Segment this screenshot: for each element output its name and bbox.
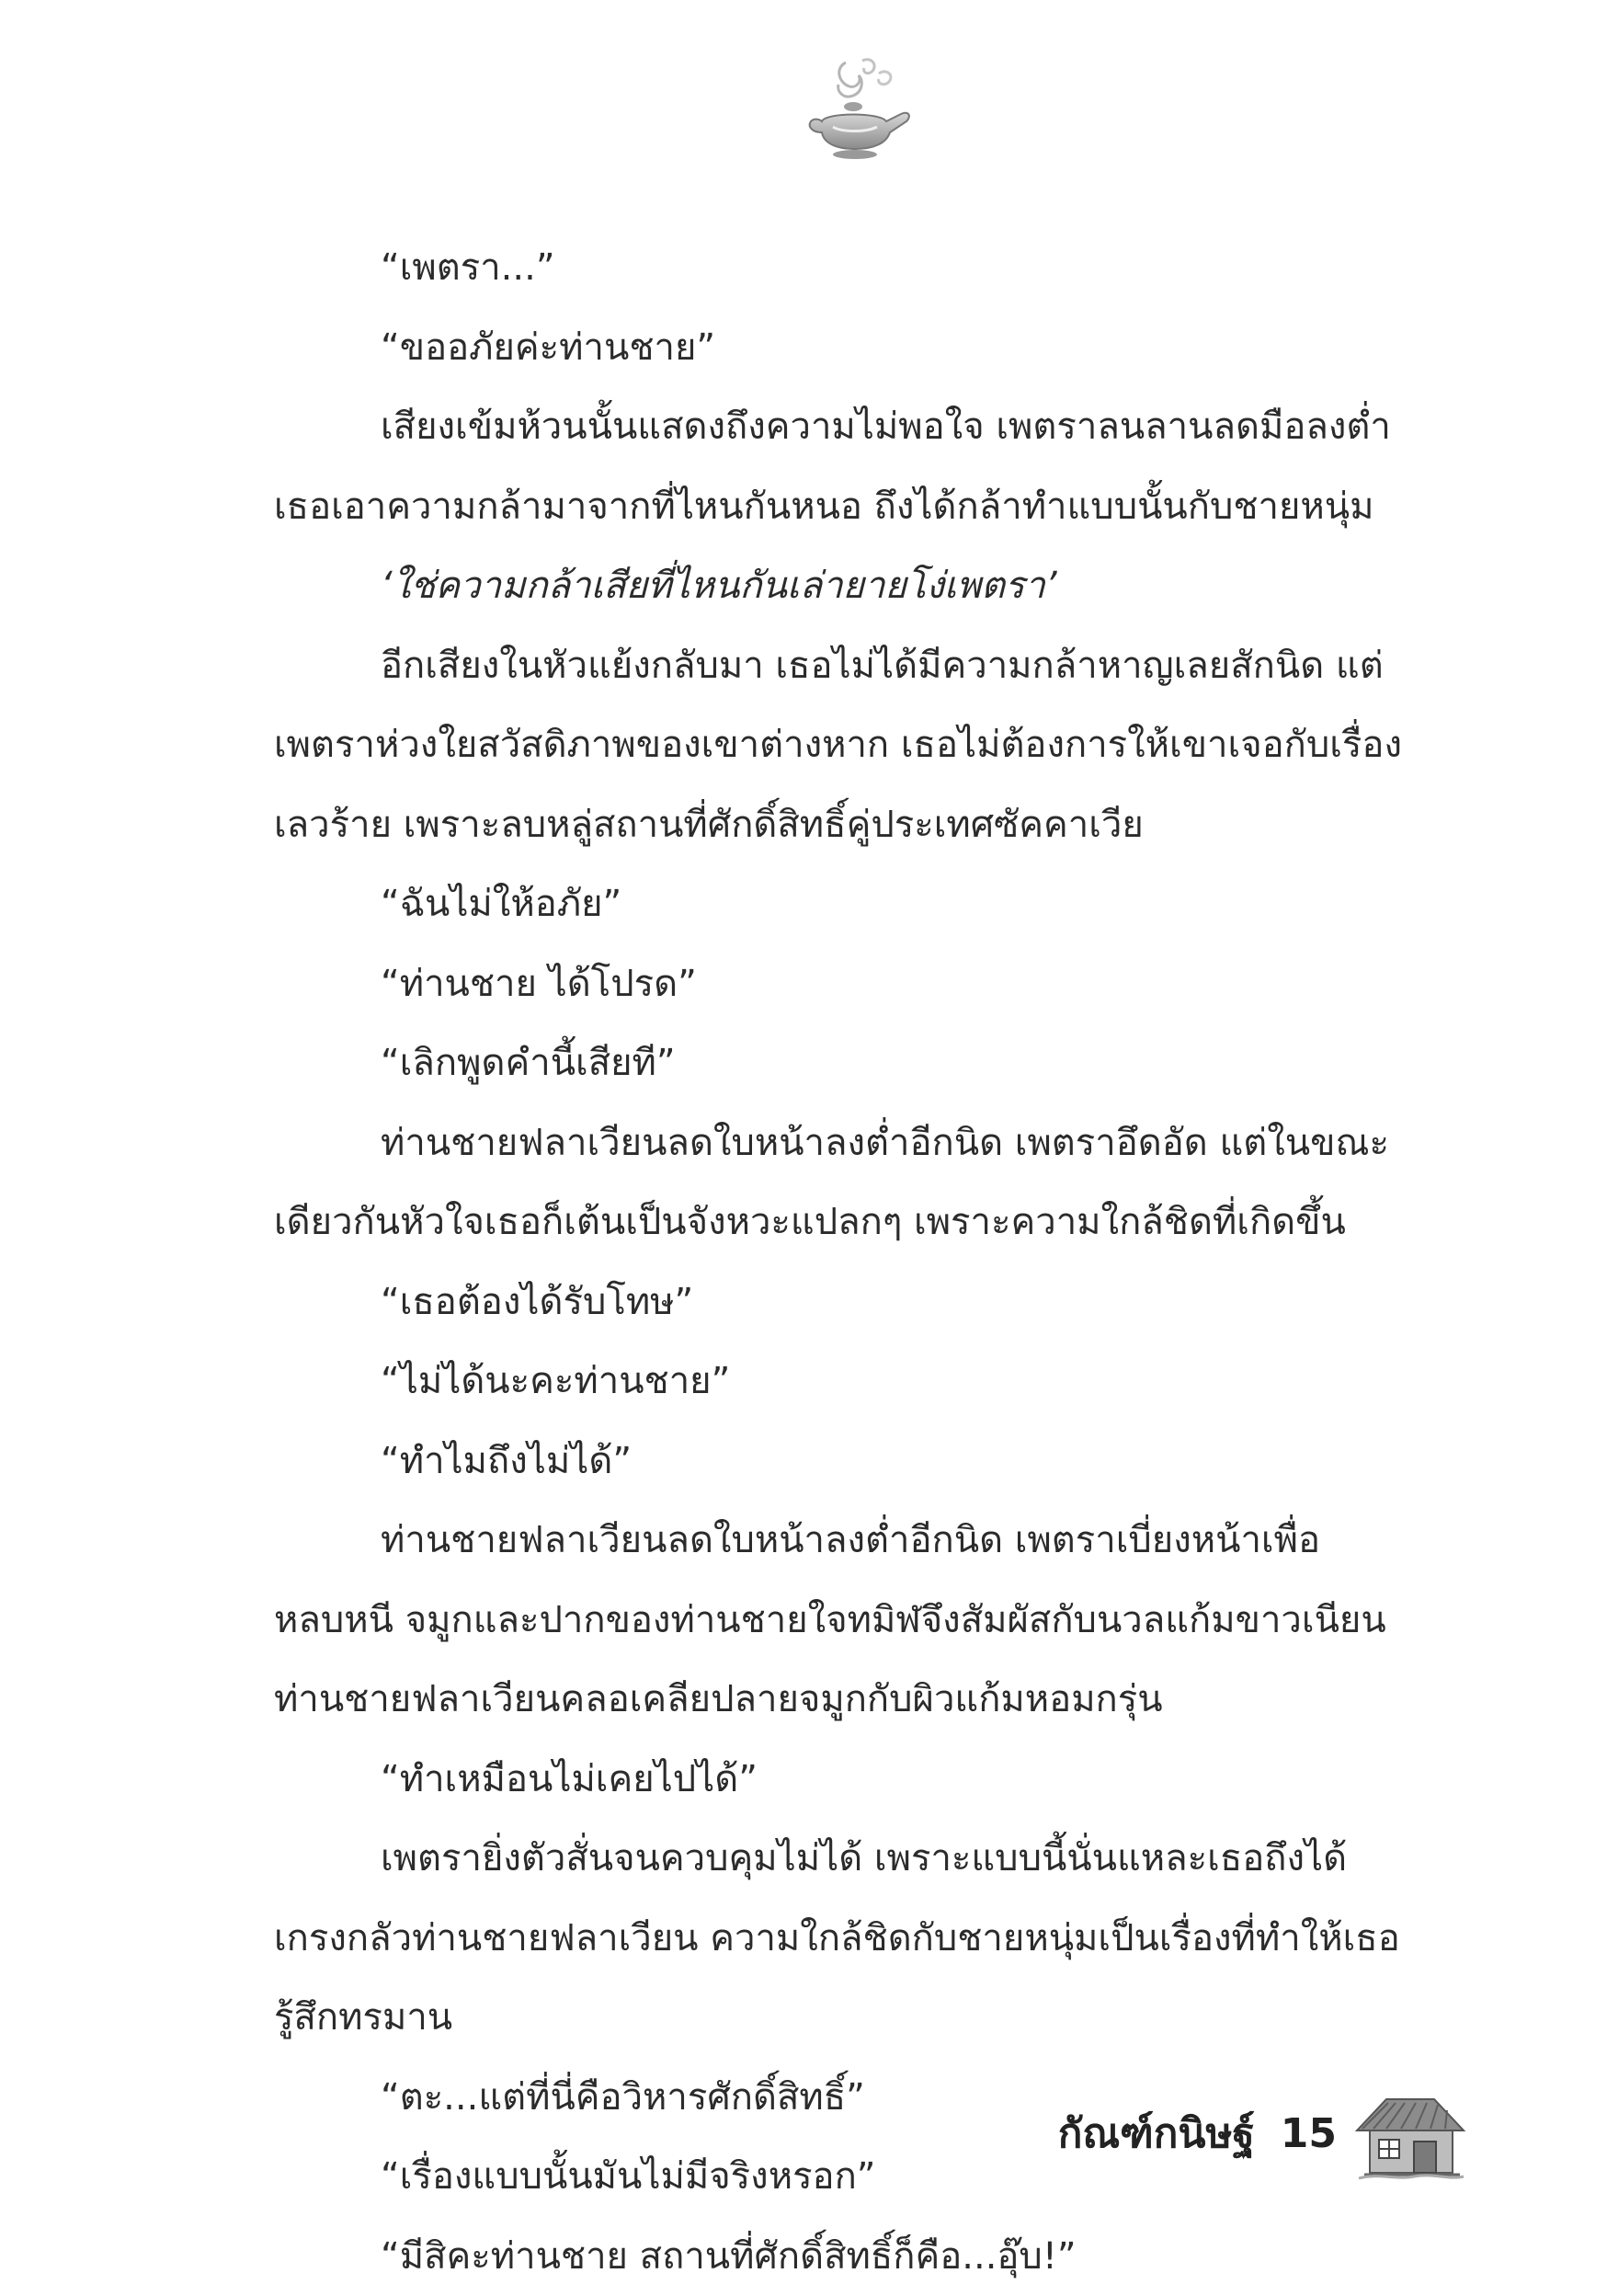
text-line: “มีสิคะท่านชาย สถานที่ศักดิ์สิทธิ์ก็คือ...อุ๊บ!” bbox=[274, 2217, 1462, 2296]
text-line: ท่านชายฟลาเวียนลดใบหน้าลงต่ำอีกนิด เพตราอึดอัด แต่ในขณะ bbox=[274, 1103, 1462, 1183]
body-text bbox=[274, 228, 1462, 2296]
text-line: “ท่านชาย ได้โปรด” bbox=[274, 944, 1462, 1024]
text-line: เพตราห่วงใยสวัสดิภาพของเขาต่างหาก เธอไม่ต้องการให้เขาเจอกับเรื่อง bbox=[274, 705, 1462, 785]
page-footer bbox=[1058, 2078, 1469, 2188]
text-line: “ฉันไม่ให้อภัย” bbox=[274, 864, 1462, 944]
text-line: “ขออภัยค่ะท่านชาย” bbox=[274, 308, 1462, 388]
book-title: กัณฑ์กนิษฐ์ bbox=[1058, 2101, 1255, 2165]
page-number: 15 bbox=[1281, 2110, 1337, 2157]
text-line: “เรื่องแบบนั้นมันไม่มีจริงหรอก” bbox=[274, 2137, 1462, 2217]
text-line: รู้สึกทรมาน bbox=[274, 1978, 1462, 2058]
text-line: “ทำเหมือนไม่เคยไปได้” bbox=[274, 1740, 1462, 1820]
house-icon bbox=[1350, 2083, 1469, 2184]
text-line: เดียวกันหัวใจเธอก็เต้นเป็นจังหวะแปลกๆ เพราะความใกล้ชิดที่เกิดขึ้น bbox=[274, 1182, 1462, 1262]
text-line: เลวร้าย เพราะลบหลู่สถานที่ศักดิ์สิทธิ์คู่ประเทศซัคคาเวีย bbox=[274, 785, 1462, 865]
text-line: “เพตรา...” bbox=[274, 228, 1462, 308]
text-line: “เลิกพูดคำนี้เสียที” bbox=[274, 1023, 1462, 1103]
text-line: ท่านชายฟลาเวียนลดใบหน้าลงต่ำอีกนิด เพตราเบี่ยงหน้าเพื่อ bbox=[274, 1501, 1462, 1581]
genie-lamp-icon bbox=[798, 55, 917, 166]
text-line: เกรงกลัวท่านชายฟลาเวียน ความใกล้ชิดกับชายหนุ่มเป็นเรื่องที่ทำให้เธอ bbox=[274, 1899, 1462, 1979]
text-line: ‘ใช่ความกล้าเสียที่ไหนกันเล่ายายโง่เพตรา’ bbox=[274, 546, 1462, 626]
text-line: หลบหนี จมูกและปากของท่านชายใจทมิฬจึงสัมผัสกับนวลแก้มขาวเนียน bbox=[274, 1581, 1462, 1661]
text-line: “ทำไมถึงไม่ได้” bbox=[274, 1422, 1462, 1502]
text-line: เพตรายิ่งตัวสั่นจนควบคุมไม่ได้ เพราะแบบนี้นั่นแหละเธอถึงได้ bbox=[274, 1819, 1462, 1899]
text-line: เสียงเข้มห้วนนั้นแสดงถึงความไม่พอใจ เพตราลนลานลดมือลงต่ำ bbox=[274, 387, 1462, 467]
text-line: “ตะ...แต่ที่นี่คือวิหารศักดิ์สิทธิ์” bbox=[274, 2058, 1462, 2138]
text-line: ท่านชายฟลาเวียนคลอเคลียปลายจมูกกับผิวแก้มหอมกรุ่น bbox=[274, 1660, 1462, 1740]
text-line: เธอเอาความกล้ามาจากที่ไหนกันหนอ ถึงได้กล้าทำแบบนั้นกับชายหนุ่ม bbox=[274, 467, 1462, 547]
text-line: อีกเสียงในหัวแย้งกลับมา เธอไม่ได้มีความกล้าหาญเลยสักนิด แต่ bbox=[274, 626, 1462, 706]
text-line: “ไม่ได้นะคะท่านชาย” bbox=[274, 1342, 1462, 1422]
text-line: “เธอต้องได้รับโทษ” bbox=[274, 1262, 1462, 1342]
